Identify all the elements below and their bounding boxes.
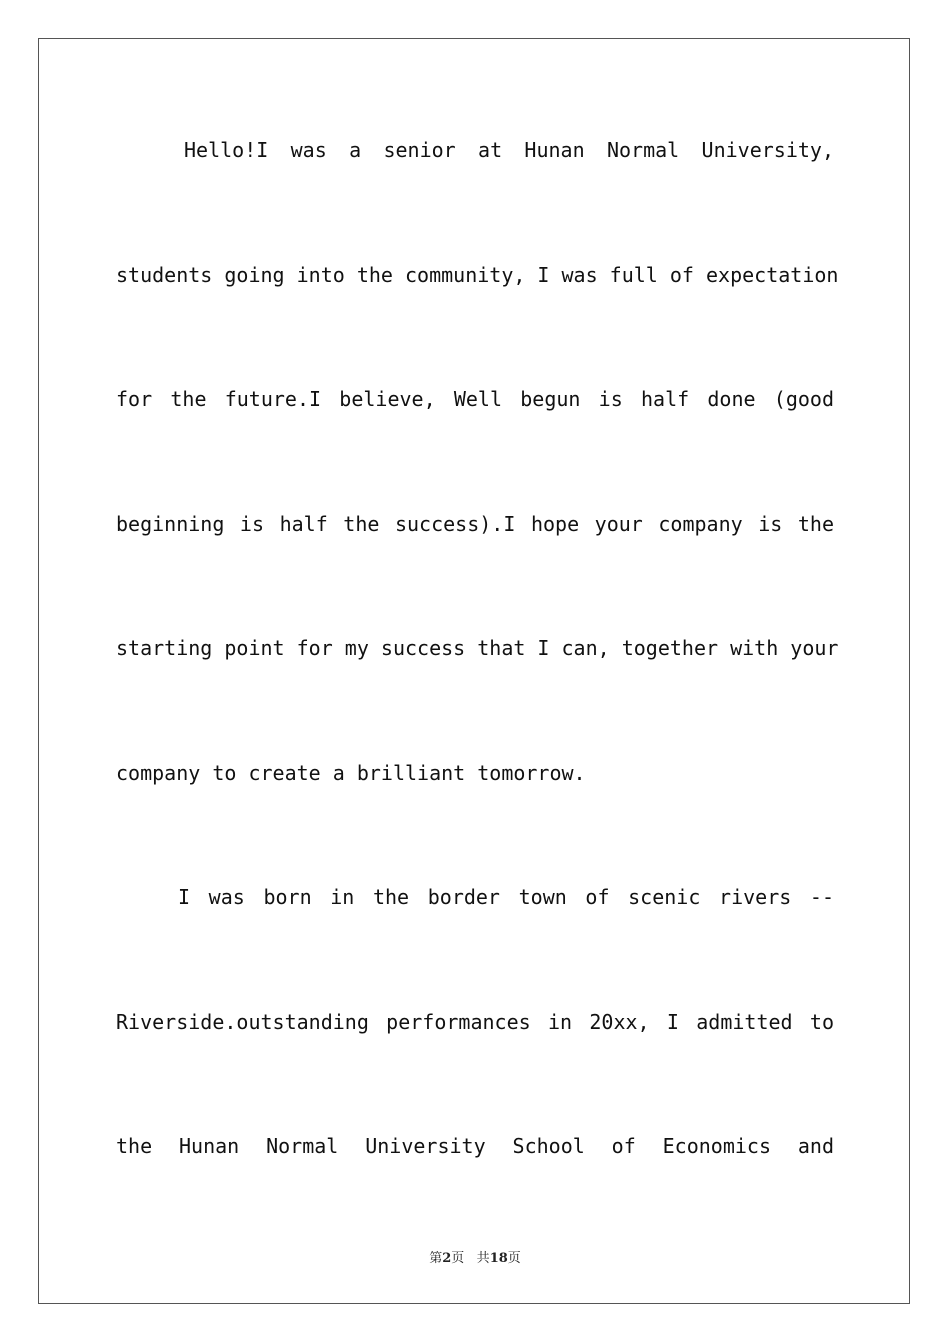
text-line: for the future.I believe, Well begun is half done (good [116, 387, 834, 411]
page-footer [0, 1247, 950, 1266]
text-line: starting point for my success that I can, together with your [116, 636, 839, 660]
page-number: 2 [442, 1251, 452, 1266]
text-line: the Hunan Normal University School of Economics and [116, 1134, 834, 1158]
total-pages: 18 [489, 1251, 508, 1266]
text-line: Hello!I was a senior at Hunan Normal University, [184, 138, 834, 162]
page-suffix: 页 [451, 1251, 465, 1266]
text-line: I was born in the border town of scenic rivers -- [178, 885, 834, 909]
page-prefix: 第 [429, 1251, 443, 1266]
total-prefix: 共 [476, 1251, 490, 1266]
text-line: Riverside.outstanding performances in 20xx, I admitted to [116, 1010, 834, 1034]
page-border [38, 38, 910, 1304]
text-line: beginning is half the success).I hope your company is the [116, 512, 834, 536]
text-line: students going into the community, I was full of expectation [116, 263, 839, 287]
total-suffix: 页 [507, 1251, 521, 1266]
text-line: company to create a brilliant tomorrow. [116, 761, 586, 785]
